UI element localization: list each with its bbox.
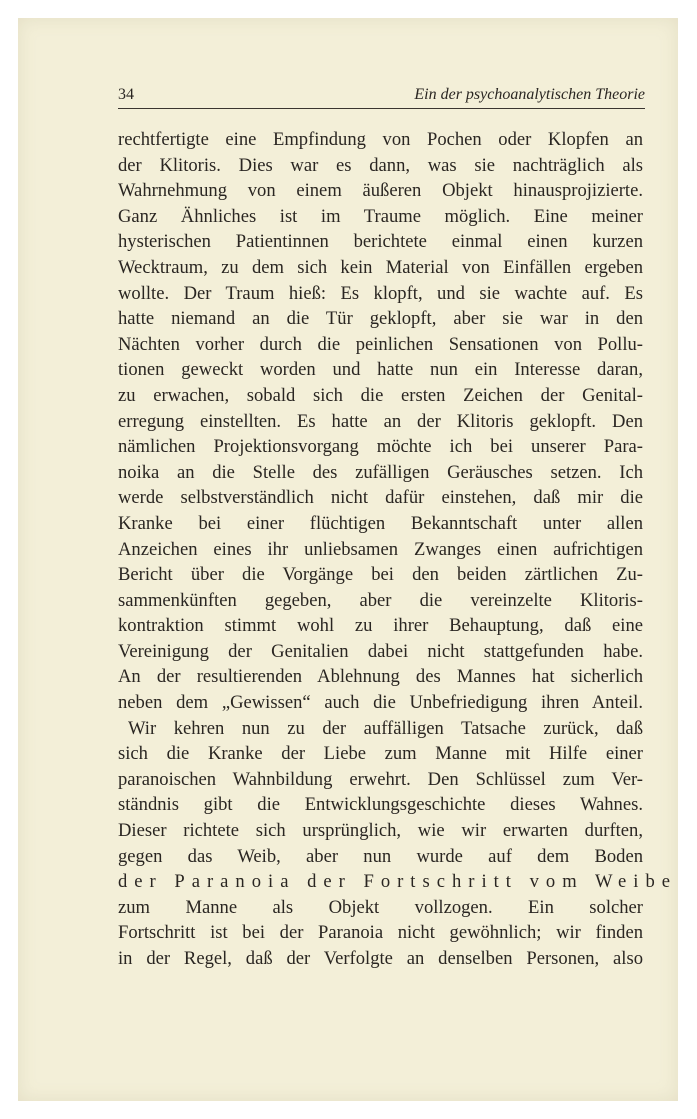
text-line: hatte niemand an die Tür geklopft, aber sie war in den: [118, 308, 643, 330]
text-line: tionen geweckt worden und hatte nun ein Interesse daran,: [118, 359, 643, 381]
page-header: [118, 86, 645, 109]
text-line: noika an die Stelle des zufälligen Geräusches setzen. Ich: [118, 461, 643, 483]
text-line: neben dem „Gewissen“ auch die Unbefriedigung ihren Anteil.: [118, 692, 643, 714]
body-text: [118, 127, 677, 972]
text-line: Wir kehren nun zu der auffälligen Tatsache zurück, daß: [128, 717, 643, 739]
text-line: zum Manne als Objekt vollzogen. Ein solcher: [118, 896, 643, 918]
text-line: werde selbstverständlich nicht dafür einstehen, daß mir die: [118, 487, 643, 509]
text-line: rechtfertigte eine Empfindung von Pochen oder Klopfen an: [118, 129, 643, 150]
text-line: Kranke bei einer flüchtigen Bekanntschaft unter allen: [118, 512, 643, 534]
text-line: Wecktraum, zu dem sich kein Material von Einfällen ergeben: [118, 256, 643, 278]
text-line: Wahrnehmung von einem äußeren Objekt hinausprojizierte.: [118, 180, 643, 202]
text-line: Fortschritt ist bei der Paranoia nicht gewöhnlich; wir finden: [118, 922, 643, 944]
text-line: sammenkünften gegeben, aber die vereinzelte Klitoris-: [118, 589, 643, 611]
text-line: An der resultierenden Ablehnung des Mannes hat sicherlich: [118, 666, 643, 688]
running-title: Ein der psychoanalytischen Theorie: [414, 86, 645, 103]
text-line: gegen das Weib, aber nun wurde auf dem Boden: [118, 845, 643, 867]
text-line: Anzeichen eines ihr unliebsamen Zwanges einen aufrichtigen: [118, 538, 643, 560]
text-line: Vereinigung der Genitalien dabei nicht stattgefunden habe.: [118, 640, 643, 662]
text-line: erregung einstellten. Es hatte an der Klitoris geklopft. Den: [118, 410, 643, 432]
page-number: 34: [118, 86, 134, 103]
text-line: Nächten vorher durch die peinlichen Sensationen von Pollu-: [118, 333, 643, 355]
text-line: kontraktion stimmt wohl zu ihrer Behauptung, daß eine: [118, 615, 643, 637]
text-line: zu erwachen, sobald sich die ersten Zeichen der Genital-: [118, 384, 643, 406]
text-line: Dieser richtete sich ursprünglich, wie wir erwarten durften,: [118, 820, 643, 842]
text-line: paranoischen Wahnbildung erwehrt. Den Schlüssel zum Ver-: [118, 768, 643, 790]
text-line: wollte. Der Traum hieß: Es klopft, und sie wachte auf. Es: [118, 282, 643, 304]
text-line: der Klitoris. Dies war es dann, was sie nachträglich als: [118, 154, 643, 176]
text-line: nämlichen Projektionsvorgang möchte ich bei unserer Para-: [118, 436, 643, 458]
text-line: in der Regel, daß der Verfolgte an denselben Personen, also: [118, 948, 643, 969]
text-line: Bericht über die Vorgänge bei den beiden zärtlichen Zu-: [118, 564, 643, 586]
text-line: der Paranoia der Fortschritt vom Weibe: [118, 871, 677, 893]
text-line: Ganz Ähnliches ist im Traume möglich. Eine meiner: [118, 205, 643, 227]
text-line: sich die Kranke der Liebe zum Manne mit Hilfe einer: [118, 743, 643, 765]
text-line: ständnis gibt die Entwicklungsgeschichte dieses Wahnes.: [118, 794, 643, 816]
text-line: hysterischen Patientinnen berichtete einmal einen kurzen: [118, 231, 643, 253]
